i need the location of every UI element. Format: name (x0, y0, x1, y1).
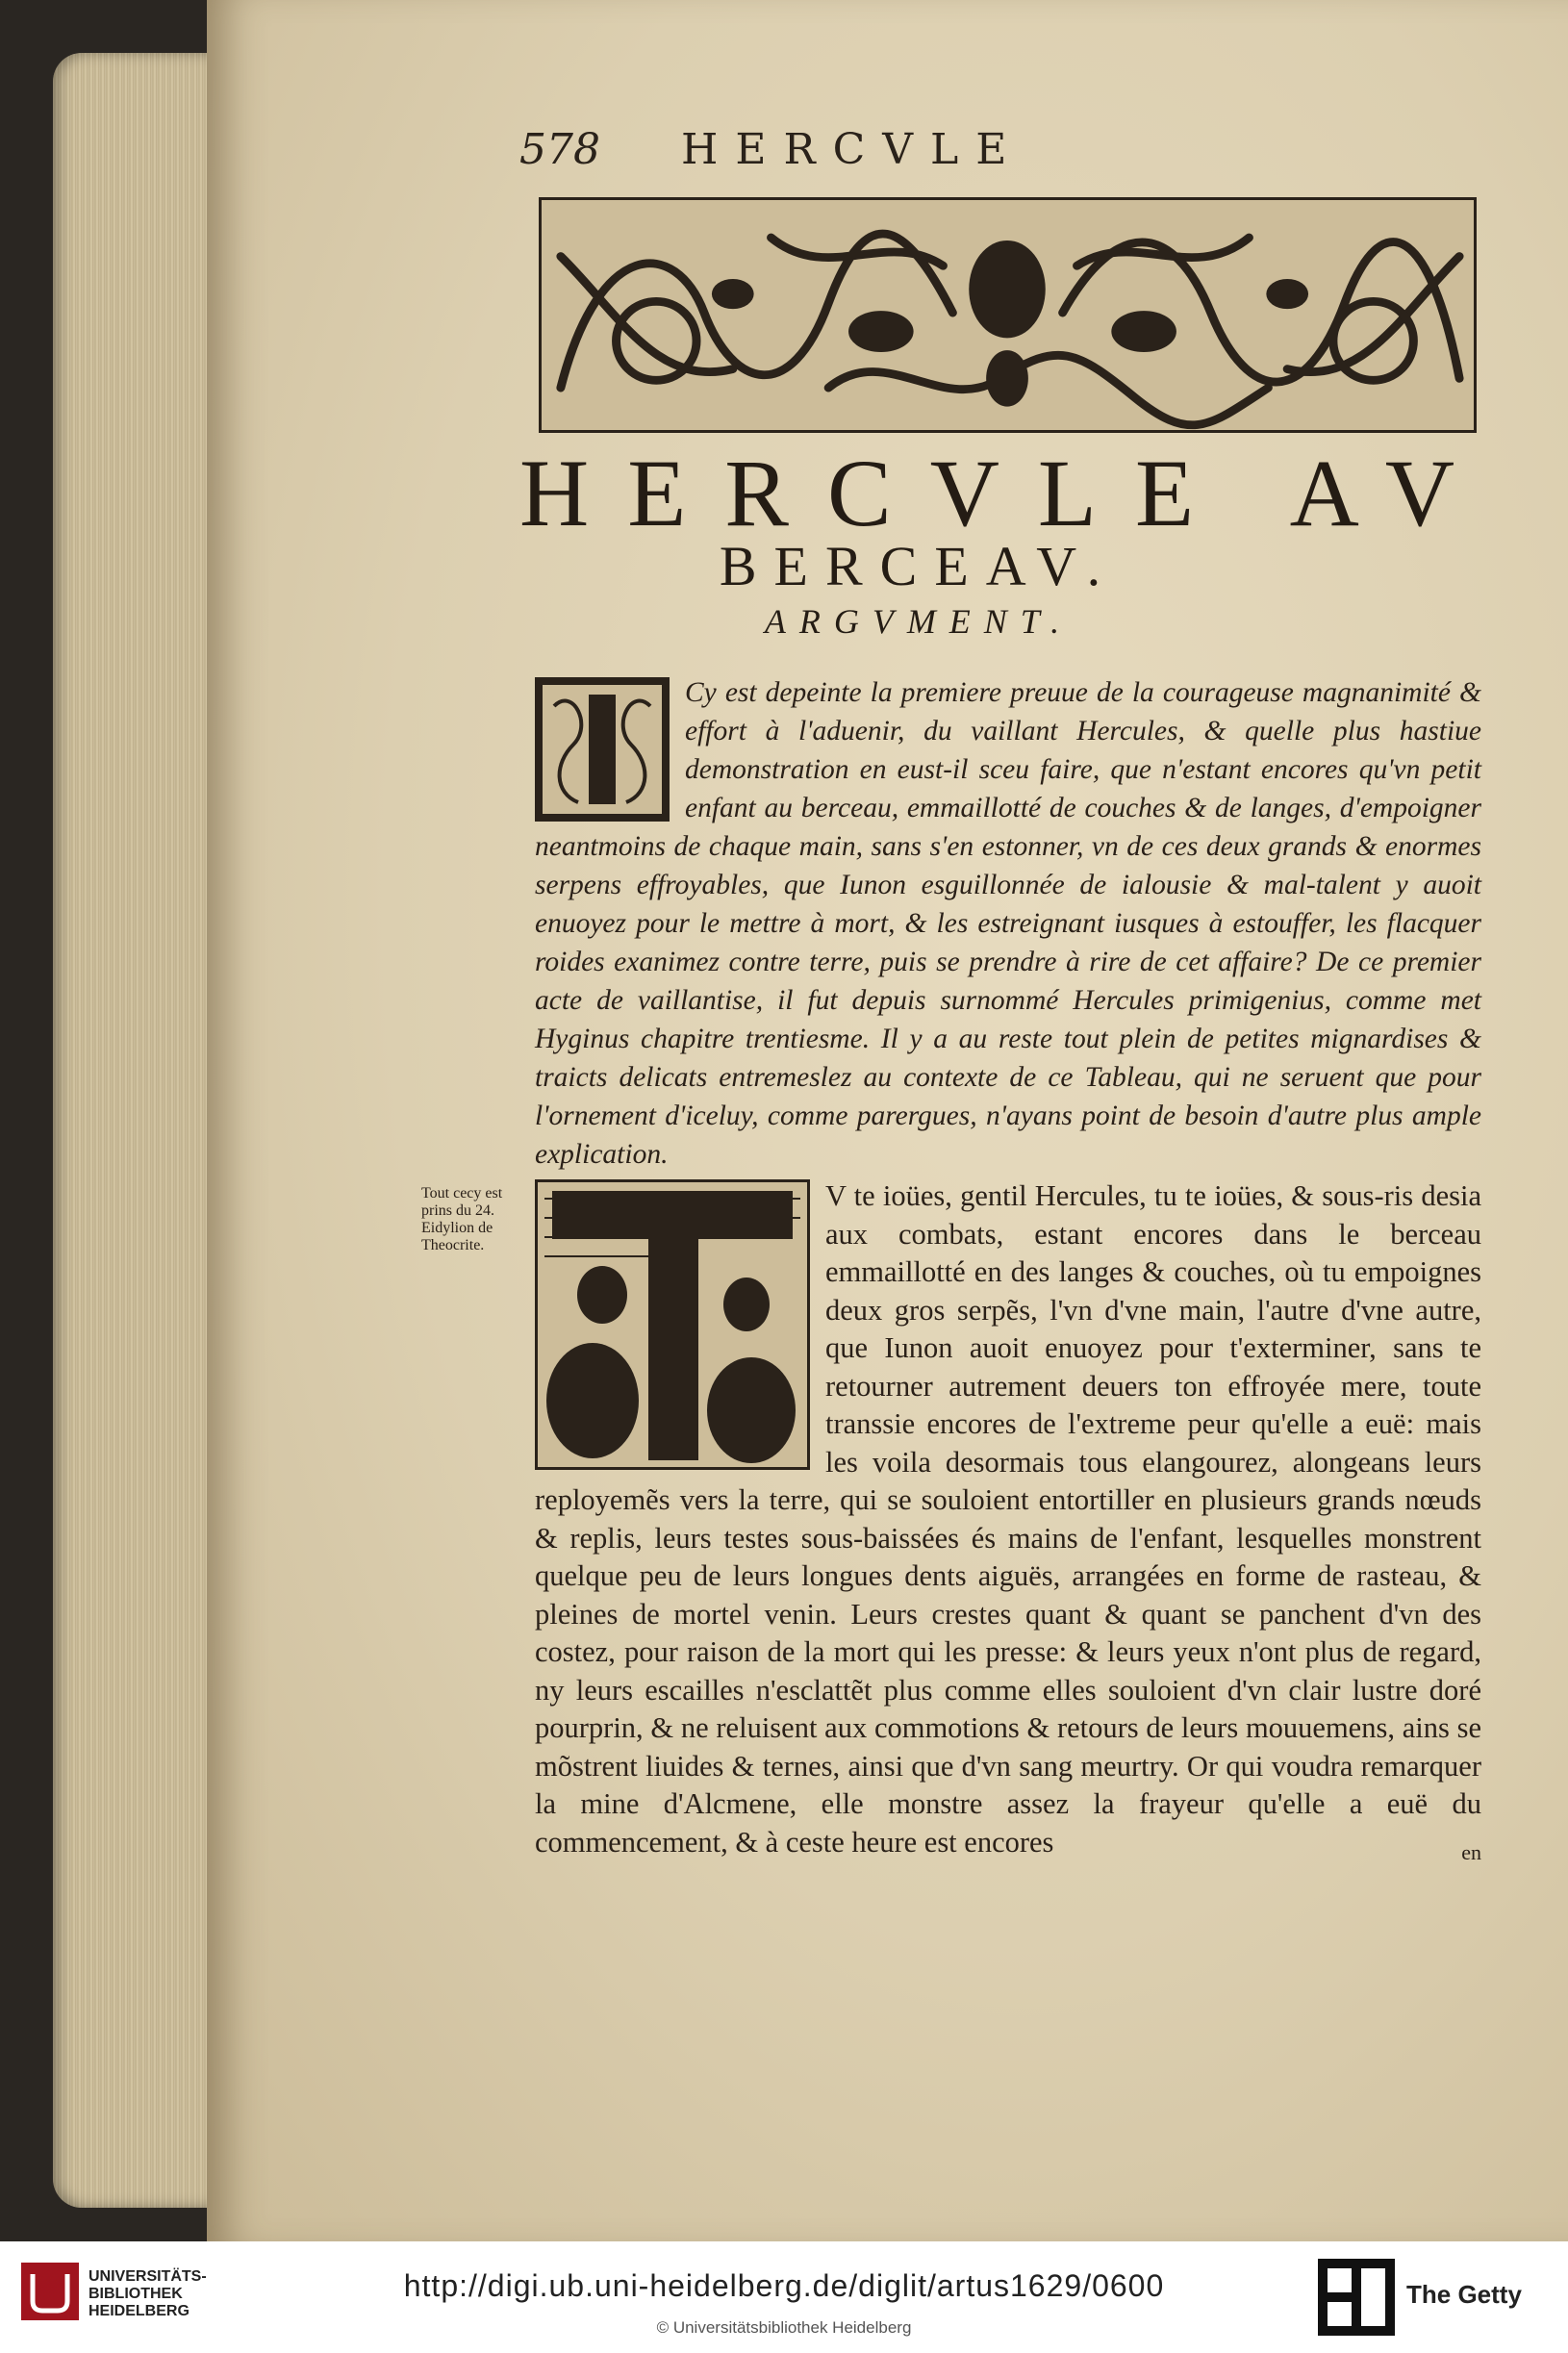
footer-bar (0, 2241, 1568, 2353)
drop-cap-i (535, 677, 670, 822)
sub-title: BERCEAV. (719, 535, 1119, 597)
margin-note: Tout cecy est prins du 24. Eidylion de Theocrite. (421, 1185, 503, 1253)
catchword: en (1461, 1840, 1481, 1864)
permalink[interactable]: http://digi.ub.uni-heidelberg.de/diglit/artus1629/0600 (403, 2268, 1165, 2303)
page-number: 578 (519, 125, 600, 174)
running-head (519, 125, 1024, 174)
university-library-name: UNIVERSITÄTS- BIBLIOTHEK HEIDELBERG (89, 2268, 207, 2319)
copyright: © Universitätsbibliothek Heidelberg (656, 2318, 912, 2337)
drop-cap-t-woodcut (535, 1179, 810, 1470)
argument-label: ARGVMENT. (764, 602, 1074, 641)
body-paragraph (535, 1177, 1481, 1861)
body-text: V te ioües, gentil Hercules, tu te ioües, & sous-ris desia aux combats, estant encores dans le berceau emmaillotté en des langes & couches, où tu empoignes deux gros serpẽs, l'vn d'vne main, l'autre d'vne autre, que Iunon auoit enuoyez pour t'exterminer, sans te retourner autrement deuers ton effroyée mere, toute transsie encores de l'extreme peur qu'elle a euë: mais les voila desormais tous elangourez, alongeans leurs reployemẽs vers la terre, qui se souloient entortiller en plusieurs grands nœuds & replis, leurs testes sous-baissées és mains de l'enfant, lesquelles monstrent quelque peu de leurs longues dents aiguës, arrangées en forme de rasteau, & pleines de mortel venin. Leurs crestes quant & quant se panchent d'vn des costez, pour raison de la mort qui les presse: & leurs yeux n'ont plus de regard, ny leurs escailles n'esclattẽt plus comme elles souloient d'vn clair lustre doré pourprin, & ne reluisent aux commotions & retours de leurs mouuemens, ains se mõstrent liuides & ternes, ainsi que d'vn sang meurtry. Or qui voudra remarquer la mine d'Alcmene, elle monstre assez la frayeur qu'elle a euë du commencement, & à ceste heure est encores (535, 1179, 1481, 1859)
main-title: HERCVLE AV (519, 440, 1494, 546)
getty-logo-icon (1318, 2259, 1395, 2336)
getty-name: The Getty (1406, 2280, 1522, 2309)
argument-text: Cy est depeinte la premiere preuue de la courageuse magnanimité & effort à l'aduenir, du vaillant Hercules, & quelle plus hastiue demonstration en eust-il sceu faire, que n'estant encores qu'vn petit enfant au berceau, emmaillotté de couches & de langes, d'empoigner neantmoins de chaque main, sans s'en estonner, vn de ces deux grands & enormes serpens effroyables, que Iunon esguillonnée de ialousie & mal-talent y auoit enuoyez pour le mettre à mort, & les estreignant iusques à estouffer, les flacquer roides exanimez contre terre, puis se prendre à rire de cet affaire? De ce premier acte de vaillantise, il fut depuis surnommé Hercules primigenius, comme met Hyginus chapitre trentiesme. Il y a au reste tout plein de petites mignardises & traicts delicats entremeslez au contexte de ce Tableau, qui ne seruent que pour l'ornement d'iceluy, comme parergues, n'ayans point de besoin d'autre plus ample explication. (535, 677, 1481, 1170)
argument-paragraph (535, 673, 1481, 1174)
running-title: HERCVLE (680, 125, 1024, 174)
ornament-band (539, 197, 1477, 433)
